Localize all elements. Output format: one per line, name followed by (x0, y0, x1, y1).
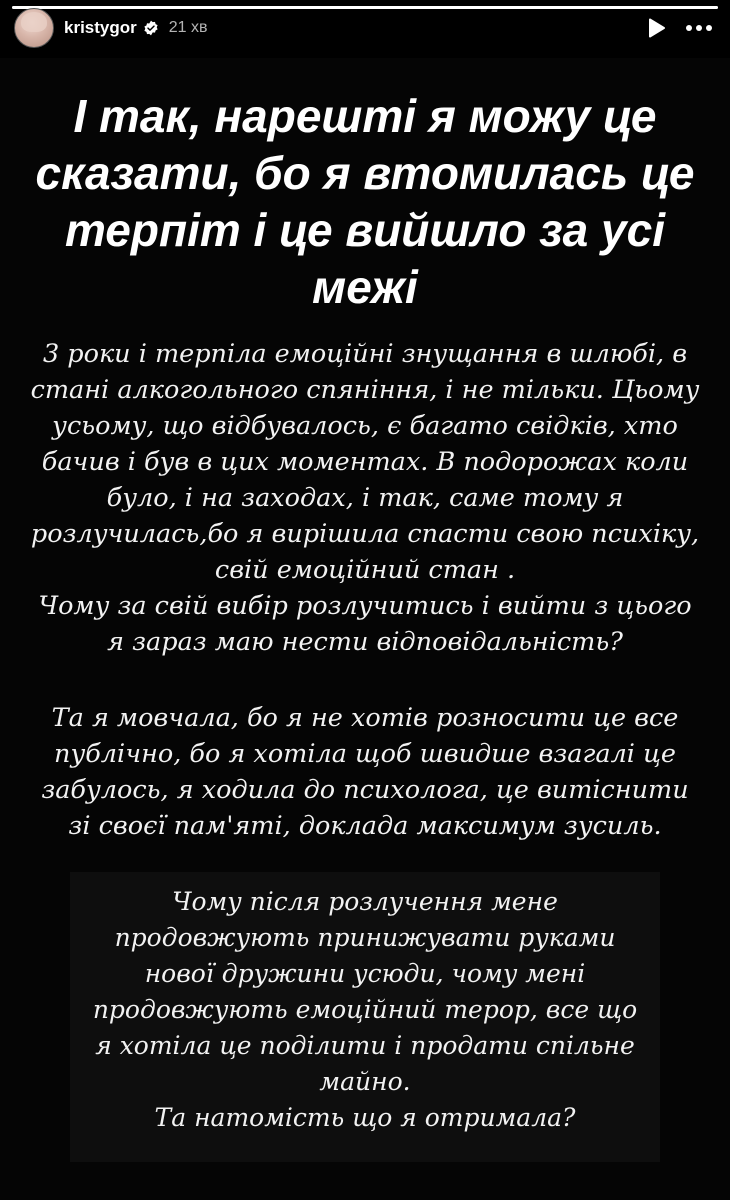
story-headline: І так, нарешті я можу це сказати, бо я втомилась це терпіт і це вийшло за усі межі (35, 90, 695, 313)
play-button[interactable] (642, 13, 672, 43)
more-icon (685, 24, 713, 32)
story-paragraph-2: Та я мовчала, бо я не хотів розносити це все публічно, бо я хотіла щоб швидше взагалі це забулось, я ходила до психолога, це витіснити зі своєї пам'яті, доклада максимум зусиль. (41, 703, 689, 841)
avatar[interactable] (14, 8, 54, 48)
story-header (14, 8, 714, 48)
story-paragraph-3: Чому після розлучення мене продовжують принижувати руками нової дружини усюди, чому мені продовжують емоційний терор, все що я хотіла це поділити і продати спільне майно. Та натомість що я отримала? (92, 887, 638, 1132)
verified-badge-icon (143, 20, 159, 36)
story-paragraph-1: 3 роки і терпіла емоційні знущання в шлюбі, в стані алкогольного спяніння, і не тільки. Цьому усьому, що відбувалось, є багато свідків, хто бачив і був в цих моментах. В подорожах коли було, і на заходах, і так, саме тому я розлучилась,бо я вирішила спасти свою психіку, свій емоційний стан . Чому за свій вибір розлучитись і вийти з цього я зараз маю нести відповідальність? (30, 339, 700, 657)
username[interactable]: kristygor (64, 18, 137, 37)
more-options-button[interactable] (684, 13, 714, 43)
play-icon (647, 17, 667, 39)
post-time: 21 хв (168, 19, 208, 36)
